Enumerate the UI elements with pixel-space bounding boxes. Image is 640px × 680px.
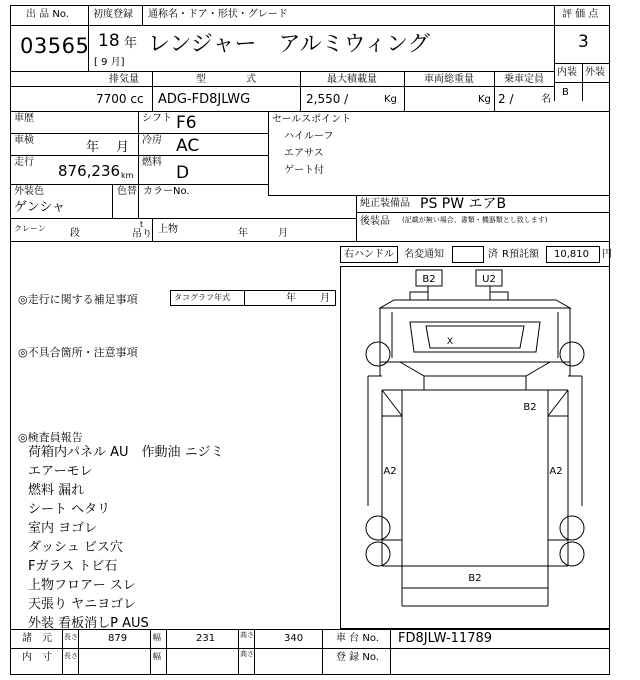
inspector-line: 荷箱内パネル AU 作動油 ニジミ — [28, 445, 224, 460]
divider — [10, 218, 356, 219]
divider — [356, 195, 357, 241]
mark-b2-side: B2 — [523, 402, 537, 413]
inspector-line: シート ヘタリ — [28, 502, 111, 517]
divider — [254, 629, 255, 675]
divider — [10, 184, 268, 185]
divider — [10, 111, 610, 112]
lot-no-label: 出 品 No. — [26, 9, 69, 20]
equipment: PS PW エアB — [420, 196, 507, 212]
inspector-title: ◎検査員報告 — [18, 431, 83, 444]
retrofit-label: 後装品 — [360, 216, 390, 227]
inspector-line: 室内 ヨゴレ — [28, 521, 98, 536]
divider — [10, 648, 610, 649]
divider — [404, 71, 405, 111]
uppers-month-unit: 月 — [278, 228, 288, 239]
first-reg-month: [ 9 月] — [94, 57, 125, 68]
max-load-label: 最大積載量 — [327, 74, 377, 85]
yen-unit: 円 — [602, 249, 612, 260]
mark-a2-right: A2 — [549, 466, 563, 477]
tacho-label: タコグラフ年式 — [174, 293, 230, 302]
length-label-2: 長さ — [64, 652, 78, 660]
inspector-line: 燃料 漏れ — [28, 483, 85, 498]
crane-hoist: 吊り — [132, 229, 152, 240]
vehicle-name: レンジャー アルミウィング — [148, 32, 430, 57]
steering: 右ハンドル — [344, 249, 394, 260]
mark-a2-left: A2 — [383, 466, 397, 477]
shift-label: シフト — [142, 113, 172, 124]
divider — [150, 629, 151, 675]
max-load-unit: Kg — [384, 94, 397, 105]
fuel-label: 燃料 — [142, 157, 162, 168]
inspector-line: 天張り ヤニヨゴレ — [28, 597, 137, 612]
interior-dims-label: 内 寸 — [22, 652, 52, 663]
divider — [112, 184, 113, 218]
chassis-no: FD8JLW-11789 — [398, 631, 493, 646]
model: ADG-FD8JLWG — [158, 92, 251, 107]
capacity-label: 乗車定員 — [504, 74, 544, 85]
inspector-line: 上物フロアー スレ — [28, 578, 136, 593]
reg-label: 登 録 No. — [336, 652, 379, 663]
mark-b2-top: B2 — [422, 274, 436, 285]
inspector-line: Fガラス トビ石 — [28, 559, 118, 574]
sales-title: セールスポイント — [272, 114, 352, 125]
divider — [10, 71, 554, 72]
mileage-unit: km — [121, 171, 134, 180]
width-label-2: 幅 — [153, 652, 161, 661]
inspector-line: ダッシュ ビス穴 — [28, 540, 123, 555]
model-label: 型 式 — [196, 74, 256, 85]
divider — [494, 71, 495, 111]
exterior-label: 外装 — [585, 67, 605, 78]
uppers-year-unit: 年 — [238, 228, 248, 239]
inspection-label: 車検 — [14, 135, 34, 146]
divider — [10, 133, 268, 134]
shift: F6 — [176, 113, 197, 133]
name-change-box — [452, 246, 484, 263]
divider — [300, 71, 301, 111]
crane-ton-unit: t — [140, 220, 144, 229]
divider — [356, 212, 610, 213]
vehicle-name-label: 通称名・ドア・形状・グレード — [148, 9, 288, 20]
divider — [138, 111, 139, 218]
color-change-label: 色替 — [117, 186, 137, 197]
mark-b2-bottom: B2 — [468, 573, 482, 584]
gvw-unit: Kg — [478, 94, 491, 105]
length: 879 — [108, 633, 128, 644]
gvw-label: 車両総重量 — [424, 74, 474, 85]
height-label: 高さ — [240, 631, 254, 639]
width: 231 — [196, 633, 216, 644]
score-label: 評 価 点 — [562, 9, 599, 20]
inspection-month-unit: 月 — [116, 140, 130, 155]
divider — [78, 629, 79, 675]
r-deposit-label: R預託額 — [502, 249, 539, 260]
r-deposit: 10,810 — [554, 249, 589, 260]
truck-diagram — [340, 266, 610, 629]
capacity: 2 / — [498, 92, 514, 106]
color-label: 外装色 — [14, 186, 44, 197]
dims-label: 諸 元 — [22, 633, 52, 644]
mileage-label: 走行 — [14, 157, 34, 168]
history-label: 車歴 — [14, 113, 34, 124]
equip-label: 純正装備品 — [360, 198, 410, 209]
width-label: 幅 — [153, 633, 161, 642]
divider — [238, 629, 239, 675]
divider — [554, 25, 610, 26]
divider — [554, 82, 610, 83]
max-load: 2,550 / — [306, 92, 349, 106]
tacho-month-unit: 月 — [320, 293, 330, 304]
divider — [152, 71, 153, 111]
divider — [390, 629, 391, 675]
height-label-2: 高さ — [240, 650, 254, 658]
sales-point-2: エアサス — [284, 148, 324, 159]
color: ゲンシャ — [14, 200, 66, 215]
crane-label: クレーン — [14, 224, 46, 233]
capacity-unit: 名 — [541, 94, 551, 105]
divider — [322, 629, 323, 675]
ac-label: 冷房 — [142, 135, 162, 146]
divider — [268, 111, 269, 195]
first-reg-year: 18 — [98, 31, 120, 51]
mark-x-cab: X — [446, 337, 454, 347]
tacho-year-unit: 年 — [286, 293, 296, 304]
retrofit-note: (記載が無い場合、書類・機器類とし致します) — [402, 216, 548, 224]
length-label: 長さ — [64, 633, 78, 641]
displacement-label: 排気量 — [109, 74, 139, 85]
divider — [10, 86, 554, 87]
mileage: 876,236 — [58, 162, 121, 180]
divider — [554, 5, 555, 101]
lot-no: 03565 — [20, 34, 90, 58]
score: 3 — [578, 32, 589, 52]
displacement: 7700 cc — [96, 92, 144, 106]
divider — [152, 218, 153, 241]
sales-point-3: ゲート付 — [284, 165, 324, 176]
divider — [142, 5, 143, 25]
divider — [244, 290, 245, 306]
chassis-label: 車 台 No. — [336, 633, 379, 644]
stamp: 済 — [488, 249, 498, 260]
name-change-label: 名変通知 — [404, 249, 444, 260]
interior-label: 内装 — [557, 67, 577, 78]
fuel: D — [176, 163, 190, 183]
year-unit: 年 — [124, 36, 138, 51]
inspection-year-unit: 年 — [86, 140, 100, 155]
defects-title: ◎不具合箇所・注意事項 — [18, 346, 138, 359]
driving-notes-title: ◎走行に関する補足事項 — [18, 293, 138, 306]
divider — [10, 155, 268, 156]
inspector-line: 外装 看板消しP AUS — [28, 616, 149, 631]
color-no-label: カラーNo. — [143, 186, 190, 197]
inspector-line: エアーモレ — [28, 464, 93, 479]
crane-stage-unit: 段 — [70, 228, 80, 239]
uppers-label: 上物 — [158, 224, 178, 235]
divider — [62, 629, 63, 675]
interior-grade: B — [562, 87, 569, 98]
sales-point-1: ハイルーフ — [284, 131, 334, 142]
first-reg-label: 初度登録 — [93, 9, 133, 20]
mark-u2-top: U2 — [482, 274, 496, 285]
divider — [166, 629, 167, 675]
divider — [88, 25, 554, 26]
divider — [10, 241, 610, 242]
ac: AC — [176, 136, 200, 156]
height: 340 — [284, 633, 304, 644]
divider — [10, 25, 88, 26]
